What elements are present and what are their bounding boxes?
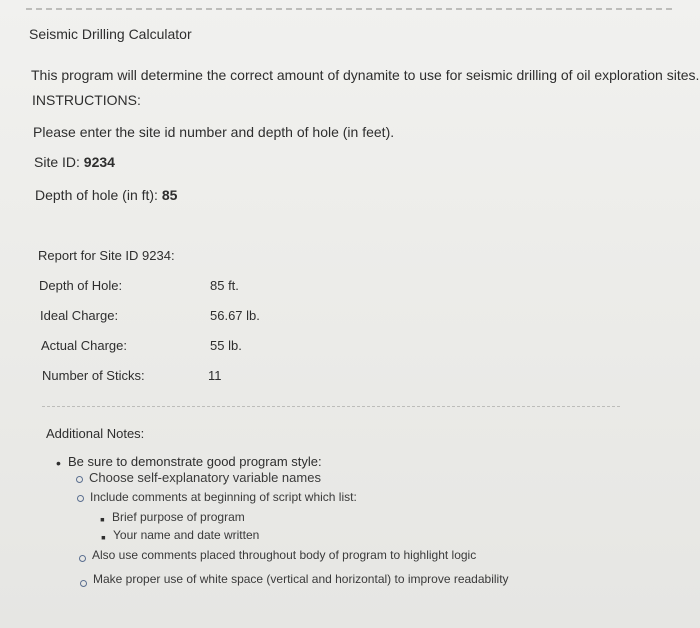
depth-label: Depth of hole (in ft): (35, 187, 158, 203)
page-title: Seismic Drilling Calculator (29, 26, 192, 42)
description-text: This program will determine the correct amount of dynamite to use for seismic drilling of oil exploration sites. (31, 67, 700, 83)
hollow-bullet-icon (76, 476, 83, 483)
square-bullet-icon: ▪ (101, 529, 106, 545)
depth-value: 85 (161, 187, 178, 203)
notes-heading: Additional Notes: (46, 426, 145, 441)
solid-bullet-icon: • (56, 455, 61, 471)
top-divider (26, 8, 672, 10)
report-heading: Report for Site ID 9234: (38, 248, 175, 263)
hollow-bullet-icon (79, 555, 86, 562)
site-id-value: 9234 (83, 154, 115, 170)
notes-sub-item: Also use comments placed throughout body of program to highlight logic (92, 548, 477, 562)
report-row-label: Depth of Hole: (39, 278, 123, 293)
instructions-heading: INSTRUCTIONS: (32, 92, 141, 108)
notes-main-bullet: Be sure to demonstrate good program style: (68, 454, 322, 469)
hollow-bullet-icon (77, 495, 84, 502)
report-row-value: 85 ft. (210, 278, 239, 293)
notes-sub-item: Make proper use of white space (vertical and horizontal) to improve readability (93, 572, 509, 586)
hollow-bullet-icon (80, 580, 87, 587)
report-row-label: Ideal Charge: (40, 308, 119, 323)
depth-line (35, 187, 177, 203)
report-row-value: 56.67 lb. (210, 308, 260, 323)
notes-nested-item: Brief purpose of program (112, 510, 245, 524)
report-row-value: 55 lb. (210, 338, 242, 353)
site-id-line (34, 154, 115, 170)
report-row-label: Number of Sticks: (42, 368, 145, 383)
notes-sub-item: Choose self-explanatory variable names (89, 470, 321, 485)
site-id-label: Site ID: (34, 154, 80, 170)
report-row-value: 11 (208, 368, 222, 383)
report-row-label: Actual Charge: (41, 338, 127, 353)
prompt-text: Please enter the site id number and depth of hole (in feet). (33, 124, 395, 140)
square-bullet-icon: ▪ (100, 511, 105, 527)
notes-sub-item: Include comments at beginning of script which list: (90, 490, 357, 504)
notes-divider (42, 406, 620, 407)
notes-nested-item: Your name and date written (113, 528, 260, 542)
